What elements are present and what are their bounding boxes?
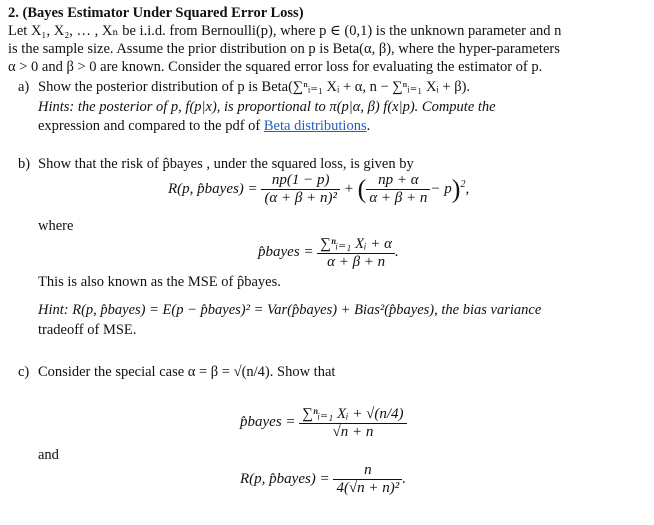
risk-fraction-c bbox=[333, 462, 402, 497]
risk-numerator-c: n bbox=[364, 462, 372, 478]
risk-denominator-1: (α + β + n)² bbox=[261, 189, 340, 207]
estimator-equation-c bbox=[240, 404, 407, 441]
risk-lhs: R(p, p̂bayes) = bbox=[168, 180, 258, 197]
beta-distributions-link[interactable]: Beta distributions bbox=[263, 118, 367, 134]
estimator-fraction-b bbox=[317, 234, 395, 271]
risk-equation-c: R(p, p̂bayes) = $\frac{n}{\text{4(√n + n)²}}$ . bbox=[240, 462, 407, 496]
risk-numerator-1: np(1 − p) bbox=[271, 172, 330, 188]
risk-equation: R(p, p̂bayes) = $\frac{np(1 - p)}{\text{(α + β + n)²}}$ + ( $\frac{np + \alpha}{\alpha + \beta + n}$ − p)$^2$, bbox=[168, 172, 470, 206]
part-a-hint-2-text: expression and compared to the pdf of bbox=[38, 118, 261, 134]
mse-text: This is also known as the MSE of p̂bayes. bbox=[38, 274, 281, 290]
estimator-numerator-b: ∑ⁿᵢ₌₁ Xᵢ + α bbox=[320, 236, 392, 252]
part-c-label: c) bbox=[18, 364, 30, 380]
part-a-label: a) bbox=[18, 79, 30, 95]
risk-lhs-c: R(p, p̂bayes) = bbox=[240, 470, 330, 487]
risk-denominator-c: 4(√n + n)² bbox=[333, 479, 402, 497]
estimator-lhs-b: p̂bayes = bbox=[258, 243, 314, 260]
estimator-denominator-b: α + β + n bbox=[317, 253, 395, 271]
estimator-lhs-c: p̂bayes = bbox=[240, 413, 296, 430]
problem-title: 2. (Bayes Estimator Under Squared Error Loss) bbox=[8, 5, 304, 21]
part-b-label: b) bbox=[18, 156, 31, 172]
intro-line-2: is the sample size. Assume the prior distribution on p is Beta(α, β), where the hyper-parameters bbox=[8, 41, 560, 57]
part-a-hint-2 bbox=[38, 118, 370, 135]
risk-denominator-2: α + β + n bbox=[366, 189, 430, 207]
estimator-denominator-c: √n + n bbox=[299, 423, 406, 441]
part-b-hint-1: Hint: R(p, p̂bayes) = E(p − p̂bayes)² = Var(p̂bayes) + Bias²(p̂bayes), the bias variance bbox=[38, 302, 542, 318]
risk-fraction-1 bbox=[261, 172, 340, 207]
part-c-text: Consider the special case α = β = √(n/4). Show that bbox=[38, 364, 336, 380]
risk-plus: + bbox=[343, 180, 354, 197]
part-a-hint-1: Hints: the posterior of p, f(p|x), is proportional to π(p|α, β) f(x|p). Compute the bbox=[38, 99, 496, 115]
estimator-fraction-c bbox=[299, 404, 406, 441]
left-paren: ( bbox=[357, 174, 367, 204]
and-label: and bbox=[38, 447, 59, 463]
intro-line-1: Let X₁, X₂, … , Xₙ be i.i.d. from Bernoulli(p), where p ∈ (0,1) is the unknown parameter and n bbox=[8, 23, 562, 39]
where-label: where bbox=[38, 218, 74, 234]
risk-numerator-2: np + α bbox=[378, 172, 419, 188]
estimator-numerator-c: ∑ⁿᵢ₌₁ Xᵢ + √(n/4) bbox=[302, 406, 404, 422]
estimator-equation-b: p̂bayes = $\frac{\text{∑ⁿᵢ₌₁ Xᵢ + α}}{\alpha + \beta + n}$ . bbox=[258, 236, 399, 270]
right-paren: ) bbox=[451, 174, 461, 204]
risk-tail: − p bbox=[430, 180, 452, 197]
intro-line-3: α > 0 and β > 0 are known. Consider the squared error loss for evaluating the estimator of p. bbox=[8, 59, 543, 75]
risk-fraction-2 bbox=[366, 172, 430, 207]
part-a-hint-end: . bbox=[366, 118, 371, 134]
part-b-text: Show that the risk of p̂bayes , under the squared loss, is given by bbox=[38, 156, 414, 172]
part-a-text: Show the posterior distribution of p is Beta(∑ⁿᵢ₌₁ Xᵢ + α, n − ∑ⁿᵢ₌₁ Xᵢ + β). bbox=[38, 79, 471, 95]
part-b-hint-2: tradeoff of MSE. bbox=[38, 322, 137, 338]
